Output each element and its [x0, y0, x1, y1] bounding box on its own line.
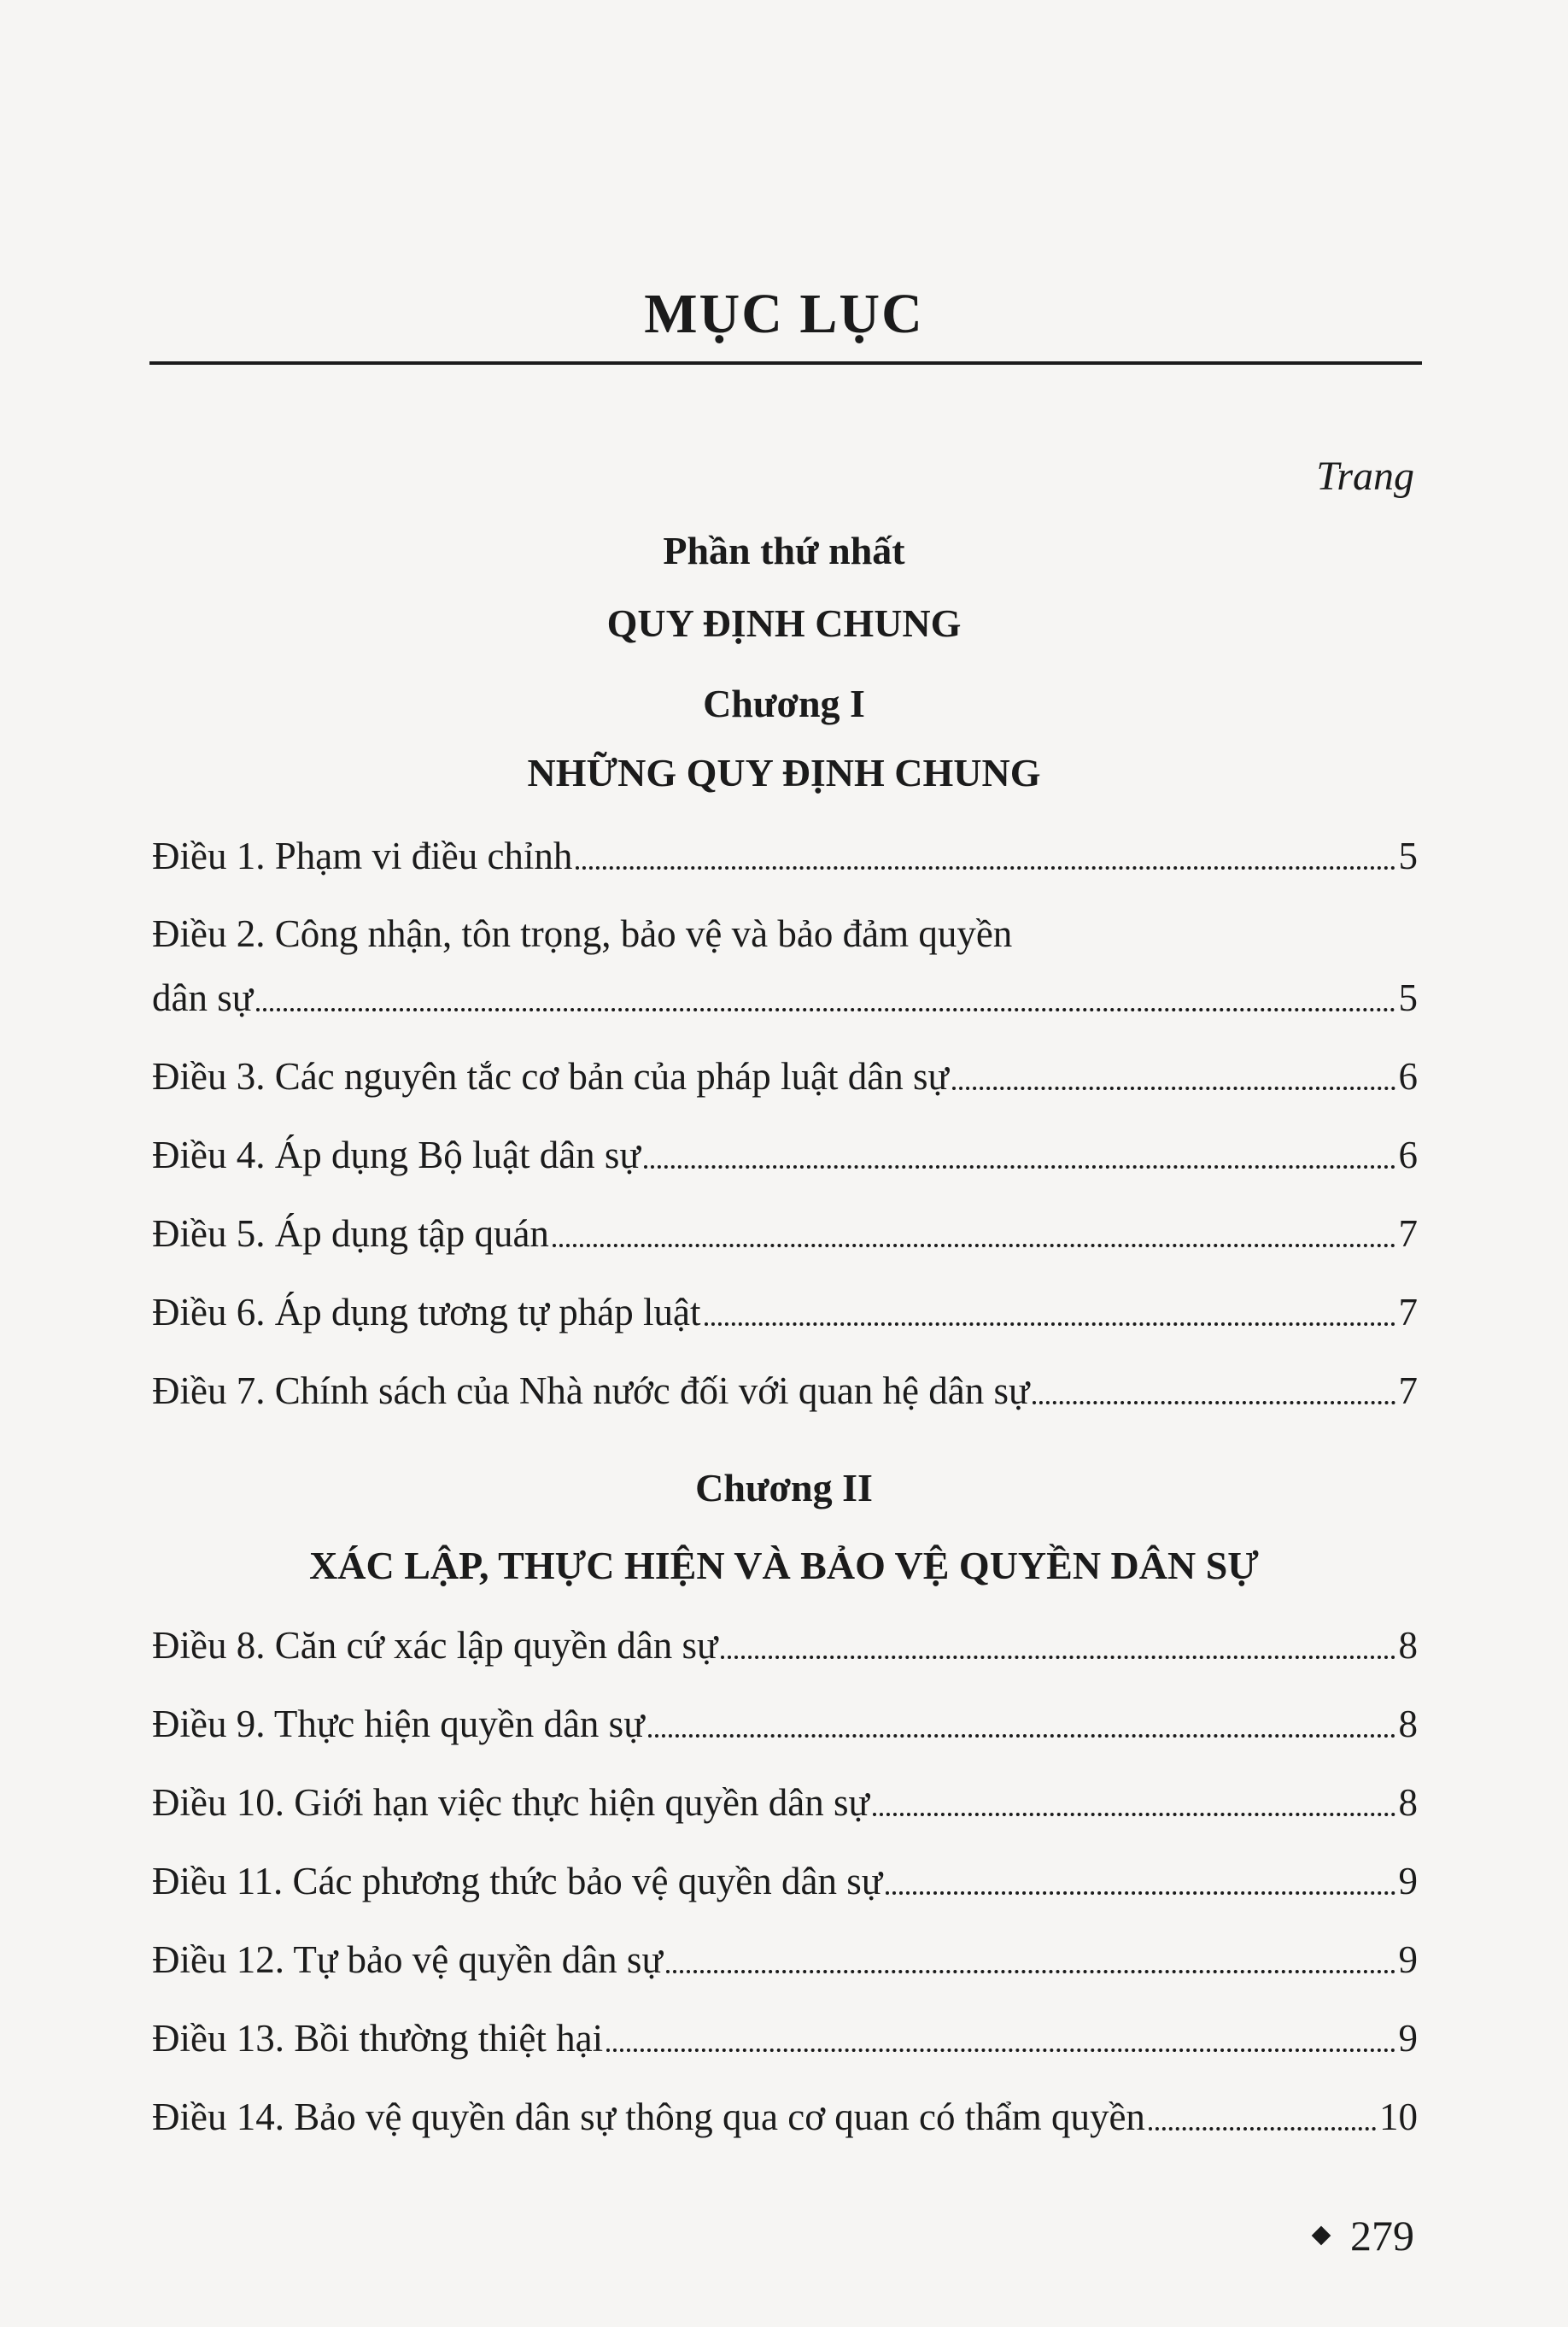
- title-rule: [149, 361, 1422, 365]
- toc-entry-label: dân sự: [152, 976, 254, 1019]
- toc-entry-label-line1: Điều 2. Công nhận, tôn trọng, bảo vệ và bảo đảm quyền: [152, 912, 1013, 955]
- toc-entry-label: Điều 13. Bồi thường thiệt hại: [152, 2017, 604, 2060]
- toc-entry[interactable]: [152, 1698, 1418, 1750]
- toc-entry-page: 10: [1379, 2095, 1418, 2138]
- dot-leader: [648, 1734, 1395, 1738]
- toc-entry-page: 6: [1398, 1055, 1418, 1098]
- toc-entry-label: Điều 10. Giới hạn việc thực hiện quyền dân sự: [152, 1781, 869, 1824]
- dot-leader: [952, 1087, 1395, 1090]
- toc-entry-label: Điều 11. Các phương thức bảo vệ quyền dân sự: [152, 1860, 883, 1902]
- toc-entry-page: 7: [1398, 1212, 1418, 1255]
- dot-leader: [886, 1891, 1395, 1895]
- dot-leader: [1033, 1401, 1395, 1404]
- diamond-icon: [1312, 2226, 1331, 2246]
- toc-entry-page: 9: [1398, 1938, 1418, 1981]
- chapter-2-name: Chương II: [695, 1466, 873, 1509]
- toc-entry[interactable]: [152, 1287, 1418, 1338]
- dot-leader: [256, 1008, 1395, 1011]
- dot-leader: [644, 1165, 1395, 1169]
- page-number: 279: [1350, 2212, 1414, 2260]
- toc-entry-label: Điều 8. Căn cứ xác lập quyền dân sự: [152, 1624, 718, 1667]
- dot-leader: [606, 2049, 1395, 2052]
- toc-entry-label: Điều 1. Phạm vi điều chỉnh: [152, 835, 573, 877]
- toc-entry-label: Điều 3. Các nguyên tắc cơ bản của pháp luật dân sự: [152, 1055, 949, 1098]
- toc-entry-page: 5: [1398, 976, 1418, 1019]
- toc-entry-page: 6: [1398, 1134, 1418, 1176]
- dot-leader: [721, 1656, 1395, 1659]
- part-title: QUY ĐỊNH CHUNG: [606, 601, 962, 645]
- toc-entry[interactable]: [152, 830, 1418, 882]
- dot-leader: [873, 1813, 1395, 1816]
- toc-entry[interactable]: [152, 2091, 1418, 2142]
- toc-entry[interactable]: [152, 1855, 1418, 1907]
- page-footer: [1314, 2211, 1414, 2260]
- chapter-1-name: Chương I: [703, 682, 865, 725]
- toc-entry-label: Điều 9. Thực hiện quyền dân sự: [152, 1703, 645, 1745]
- page-column-label: Trang: [1316, 454, 1414, 499]
- toc-entry[interactable]: [152, 1777, 1418, 1828]
- toc-entry[interactable]: [152, 972, 1418, 1023]
- toc-entry-page: 8: [1398, 1781, 1418, 1824]
- toc-entry-label: Điều 4. Áp dụng Bộ luật dân sự: [152, 1134, 641, 1176]
- toc-entry-page: 9: [1398, 1860, 1418, 1902]
- toc-entry-label: Điều 6. Áp dụng tương tự pháp luật: [152, 1291, 701, 1333]
- dot-leader: [576, 866, 1395, 870]
- toc-entry[interactable]: [152, 1051, 1418, 1102]
- toc-entry[interactable]: [152, 2013, 1418, 2064]
- dot-leader: [553, 1244, 1395, 1247]
- toc-entry-page: 7: [1398, 1291, 1418, 1333]
- toc-entry[interactable]: [152, 1365, 1418, 1416]
- toc-entry-label: Điều 12. Tự bảo vệ quyền dân sự: [152, 1938, 663, 1981]
- toc-entry-page: 8: [1398, 1703, 1418, 1745]
- toc-entry-page: 9: [1398, 2017, 1418, 2060]
- part-name: Phần thứ nhất: [663, 529, 905, 572]
- toc-entry-label: Điều 7. Chính sách của Nhà nước đối với quan hệ dân sự: [152, 1369, 1030, 1412]
- chapter-1-title: NHỮNG QUY ĐỊNH CHUNG: [527, 751, 1041, 794]
- toc-entry-page: 8: [1398, 1624, 1418, 1667]
- toc-entry[interactable]: [152, 1620, 1418, 1671]
- toc-entry[interactable]: [152, 1129, 1418, 1181]
- page-title: MỤC LỤC: [644, 283, 924, 345]
- toc-entry-label: Điều 5. Áp dụng tập quán: [152, 1212, 549, 1255]
- chapter-2-title: XÁC LẬP, THỰC HIỆN VÀ BẢO VỆ QUYỀN DÂN SỰ: [309, 1544, 1259, 1587]
- toc-entry[interactable]: [152, 1934, 1418, 1985]
- toc-entry[interactable]: [152, 1208, 1418, 1259]
- dot-leader: [705, 1322, 1395, 1326]
- dot-leader: [1149, 2127, 1376, 2131]
- toc-entry-page: 7: [1398, 1369, 1418, 1412]
- dot-leader: [666, 1970, 1395, 1973]
- toc-entry-page: 5: [1398, 835, 1418, 877]
- toc-entry-label: Điều 14. Bảo vệ quyền dân sự thông qua cơ quan có thẩm quyền: [152, 2095, 1145, 2138]
